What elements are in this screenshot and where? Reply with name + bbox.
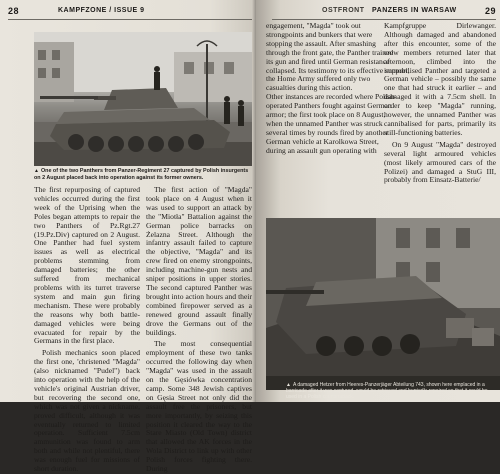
right-text-column-1: [266, 21, 410, 216]
right-running-head-section: OSTFRONT: [322, 7, 365, 14]
right-running-head-title: PANZERS IN WARSAW: [372, 7, 457, 14]
text-line: several times by rounds fired by another: [266, 127, 389, 137]
right-page: [256, 0, 500, 402]
hetzer-illustration: [266, 218, 500, 390]
left-page-header: [8, 4, 252, 20]
paragraph: The first action of "Magda" took place on 4 August when it was used to support an attack by the "Miotła" Battalion against the German police barracks on Żelazna Street. Although the infantry assault failed to capture the objective, "Magda" and its crew fired on enemy strongpoints, including machine-gun nests and sniper positions in upper stories. The second captured Panther was brought into action hours and their combined firepower served as a renewed ground assault finally drove the Germans out of the buildings.: [146, 185, 252, 337]
text-line: casualties during this action.: [266, 83, 353, 93]
paragraph: On 9 August "Magda" destroyed several light armoured vehicles (most likely armoured cars of the Polizei) and damaged a StuG III, probably from Einsatz-Batterie/: [384, 139, 496, 185]
paragraph: The first repurposing of captured vehicles occurred during the first week of the Uprising when the Poles began attempts to repair the two Panthers of Pz.Rgt.27 (19.Pz.Div) captured on 2 August. One Panther had fuel system issues as well as electrical problems stemming from damaged batteries; the other suffered from mechanical problems with its turret traverse system and main gun firing mechanism. These were probably the reasons why both battle-damaged vehicles were being evacuated for repair by the Germans in the first place.: [34, 185, 140, 346]
right-photo-caption: ▲ A damaged Hetzer from Heeres-Panzerjäger Abteilung 743, shown here emplaced in a barricade after it was captured, would be retrieved and hurriedly repaired so that it could be used in a Polish counterattack.: [286, 382, 488, 400]
text-line: stopping the assault. After smashing: [266, 38, 376, 48]
text-line: engagement, "Magda" took out: [266, 21, 361, 30]
paragraph: Polish mechanics soon placed the first one, 'christened "Magda" (also nicknamed "Pudel") back into operation with the help of the vehicle's original Austrian driver, but recovering the second one, which was not given a nickname, proved difficult, although it was eventually returned to limited operation. Sufficient 7.5cm ammunition was found to arm both and while not plentiful, there was enough fuel for missions of short duration.: [34, 348, 140, 474]
right-page-header: [272, 4, 496, 20]
left-text-column-1: [34, 185, 140, 474]
text-line: collapsed. Its testimony to its effective support,: [266, 65, 410, 75]
left-page-number: 28: [8, 6, 20, 16]
paragraph: The most consequential employment of these two tanks occurred the following day when "Magda" was used in the assault on the Gęsiówka concentration camp. Some 348 Jewish captives on Gęsia Street not only did the assault free the prisoners, but more importantly, by seizing this position it cleared the way to the Stare Miasto (Old Town) district that allowed the AK forces in the Wola District to link up with other Polish forces fighting there. During: [146, 339, 252, 474]
caption-triangle-icon: ▲: [286, 382, 291, 388]
text-line: German vehicle at Karolkowa Street,: [266, 136, 379, 146]
right-text-column-2: [384, 22, 496, 216]
left-photo-caption: ▲ One of the two Panthers from Panzer-Regiment 27 captured by Polish insurgents on 2 August placed back into operation against its former owners.: [34, 168, 249, 181]
text-line: Other instances are recorded where Polish-: [266, 92, 397, 102]
panther-tank-photo: [34, 32, 252, 166]
text-line: its gun and fired until German resistance: [266, 56, 390, 66]
text-line: operated Panthers fought against German: [266, 101, 392, 111]
left-running-head: KAMPFZONE / ISSUE 9: [58, 7, 145, 14]
left-text-column-2: [146, 185, 252, 474]
text-line: through the front gate, the Panther trained: [266, 47, 394, 57]
text-line: armor; the first took place on 8 August,: [266, 110, 386, 120]
caption-triangle-icon: ▲: [34, 168, 39, 174]
text-line: the Home Army suffered only two: [266, 74, 371, 84]
text-line: when the unnamed Panther was struck: [266, 118, 383, 128]
panther-tank-illustration: [34, 32, 252, 166]
right-page-number: 29: [484, 6, 496, 16]
text-line: strongpoints and bunkers that were: [266, 29, 373, 39]
text-line: during an assault gun operating with: [266, 145, 377, 155]
paragraph: Kampfgruppe Dirlewanger. Although damaged and abandoned after this encounter, some of the crew members returned later that afternoon, climbed into the immobilised Panther and targeted a German vehicle – possibly the same one that had struck it earlier – and damaged it with a 7.5cm shell. In order to keep "Magda" running, however, the unnamed Panther was cannibalised for parts, primarily its still-functioning batteries.: [384, 21, 496, 137]
hetzer-barricade-photo: [266, 218, 500, 390]
